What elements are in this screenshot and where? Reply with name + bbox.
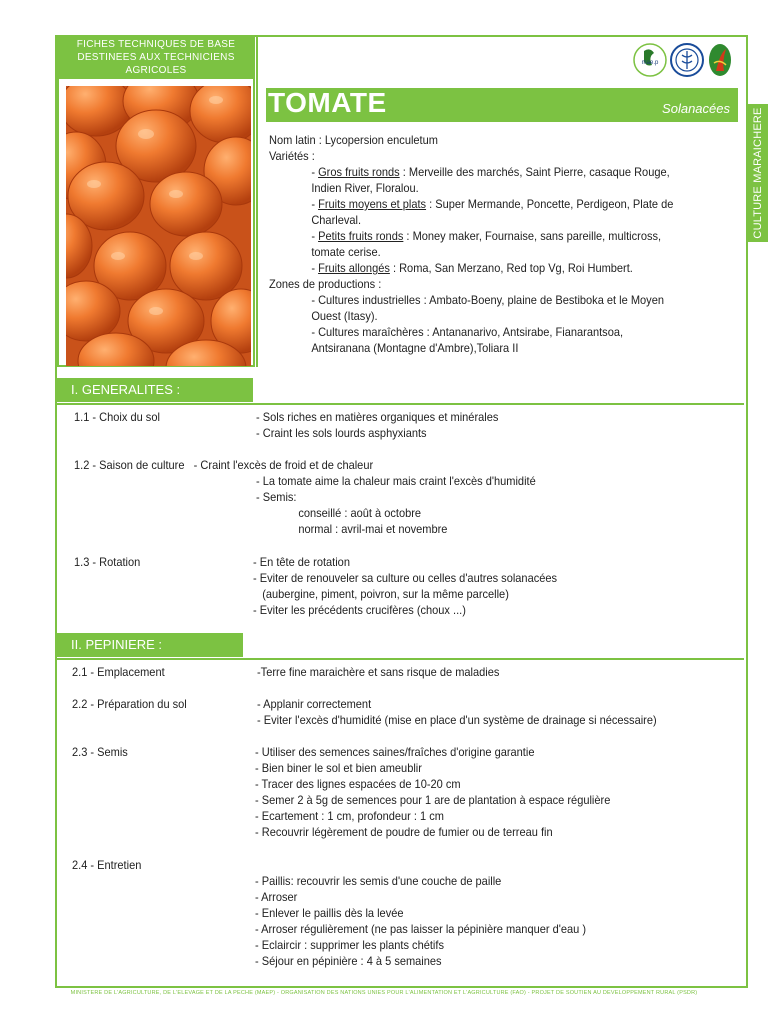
row-label-entretien: 2.4 - Entretien: [72, 858, 142, 872]
zone-item: - Cultures industrielles : Ambato-Boeny, plaine de Bestiboka et le Moyen: [311, 293, 664, 307]
row-label-rotation: 1.3 - Rotation: [74, 555, 141, 569]
row-body-preparation: - Applanir correctement - Eviter l'excès d'humidité (mise en place d'un système de drainage si nécessaire): [257, 697, 657, 727]
row-label-preparation: 2.2 - Préparation du sol: [72, 697, 187, 711]
psdr-logo-icon: [709, 44, 731, 76]
variety-item: - Petits fruits ronds : Money maker, Fournaise, sans pareille, multicross,: [311, 229, 662, 243]
footer-credits: MINISTERE DE L'AGRICULTURE, DE L'ELEVAGE ET DE LA PECHE (MAEP) - ORGANISATION DES NATIONS UNIES POUR L'ALIMENTATION ET L'AGRICULTURE (FAO) - PROJET DE SOUTIEN AU DEVELOPPEMENT RURAL (PSDR): [70, 990, 698, 996]
section-divider: [57, 403, 744, 405]
variety-item-cont: Indien River, Floralou.: [311, 181, 419, 195]
zone-item-cont: Antsiranana (Montagne d'Ambre),Toliara II: [311, 341, 519, 355]
row-label-semis: 2.3 - Semis: [72, 745, 128, 759]
section-generalites-header: I. GENERALITES :: [57, 378, 253, 402]
latin-name: Nom latin : Lycopersion enculetum: [269, 133, 438, 147]
fao-logo-icon: [671, 44, 703, 76]
zone-item-cont: Ouest (Itasy).: [311, 309, 378, 323]
maep-logo-label: mae.p: [641, 60, 659, 66]
series-banner: [57, 37, 255, 78]
category-tab: [747, 104, 768, 242]
variety-item-cont: tomate cerise.: [311, 245, 381, 259]
row-body-emplacement: -Terre fine maraichère et sans risque de maladies: [257, 665, 500, 679]
row-label-saison: 1.2 - Saison de culture - Craint l'excès de froid et de chaleur: [74, 458, 374, 472]
partner-logos: [632, 43, 732, 77]
page-title: TOMATE: [268, 87, 387, 118]
variety-item: - Fruits allongés : Roma, San Merzano, Red top Vg, Roi Humbert.: [311, 261, 633, 275]
row-body-saison: - La tomate aime la chaleur mais craint l'excès d'humidité - Semis: conseillé : août à octobre normal : avril-mai et novembre: [256, 474, 536, 536]
zones-label: Zones de productions :: [269, 277, 382, 291]
zone-item: - Cultures maraîchères : Antananarivo, Antsirabe, Fianarantsoa,: [311, 325, 624, 339]
varieties-label: Variétés :: [269, 149, 315, 163]
variety-item-cont: Charleval.: [311, 213, 362, 227]
maep-logo-icon: [634, 44, 666, 76]
row-label-emplacement: 2.1 - Emplacement: [72, 665, 165, 679]
variety-item: - Gros fruits ronds : Merveille des marchés, Saint Pierre, casaque Rouge,: [311, 165, 670, 179]
row-label-choix-sol: 1.1 - Choix du sol: [74, 410, 160, 424]
section-divider: [57, 658, 744, 660]
tomatoes-illustration: [66, 86, 251, 366]
row-body-entretien: - Paillis: recouvrir les semis d'une couche de paille - Arroser - Enlever le paillis dès la levée - Arroser régulièrement (ne pas laisser la pépinière manquer d'eau ) - Eclaircir : supprimer les plants chétifs - Séjour en pépinière : 4 à 5 semaines: [255, 874, 587, 968]
plant-family: Solanacées: [662, 101, 730, 116]
row-body-semis: - Utiliser des semences saines/fraîches d'origine garantie - Bien biner le sol et bien ameublir - Tracer des lignes espacées de 10-20 cm - Semer 2 à 5g de semences pour 1 are de plantation à espace régulière - Ecartement : 1 cm, profondeur : 1 cm - Recouvrir légèrement de poudre de fumier ou de terreau fin: [255, 745, 611, 839]
header-divider: [256, 37, 258, 367]
series-line-1: FICHES TECHNIQUES DE BASE: [76, 39, 236, 50]
intro-block: [269, 132, 701, 356]
category-tab-label: CULTURE MARAICHERE: [751, 107, 764, 239]
tomato-photo: [66, 86, 251, 366]
section-pepiniere-header: II. PEPINIERE :: [57, 633, 243, 657]
variety-item: - Fruits moyens et plats : Super Mermande, Poncette, Perdigeon, Plate de: [311, 197, 674, 211]
series-line-3: AGRICOLES: [125, 65, 187, 76]
series-line-2: DESTINEES AUX TECHNICIENS: [77, 52, 235, 63]
row-body-choix-sol: - Sols riches en matières organiques et minérales - Craint les sols lourds asphyxiants: [256, 410, 499, 440]
row-body-rotation: - En tête de rotation - Eviter de renouveler sa culture ou celles d'autres solanacées (aubergine, piment, poivron, sur la même parcelle) - Eviter les précédents crucifères (choux ...): [253, 555, 558, 617]
